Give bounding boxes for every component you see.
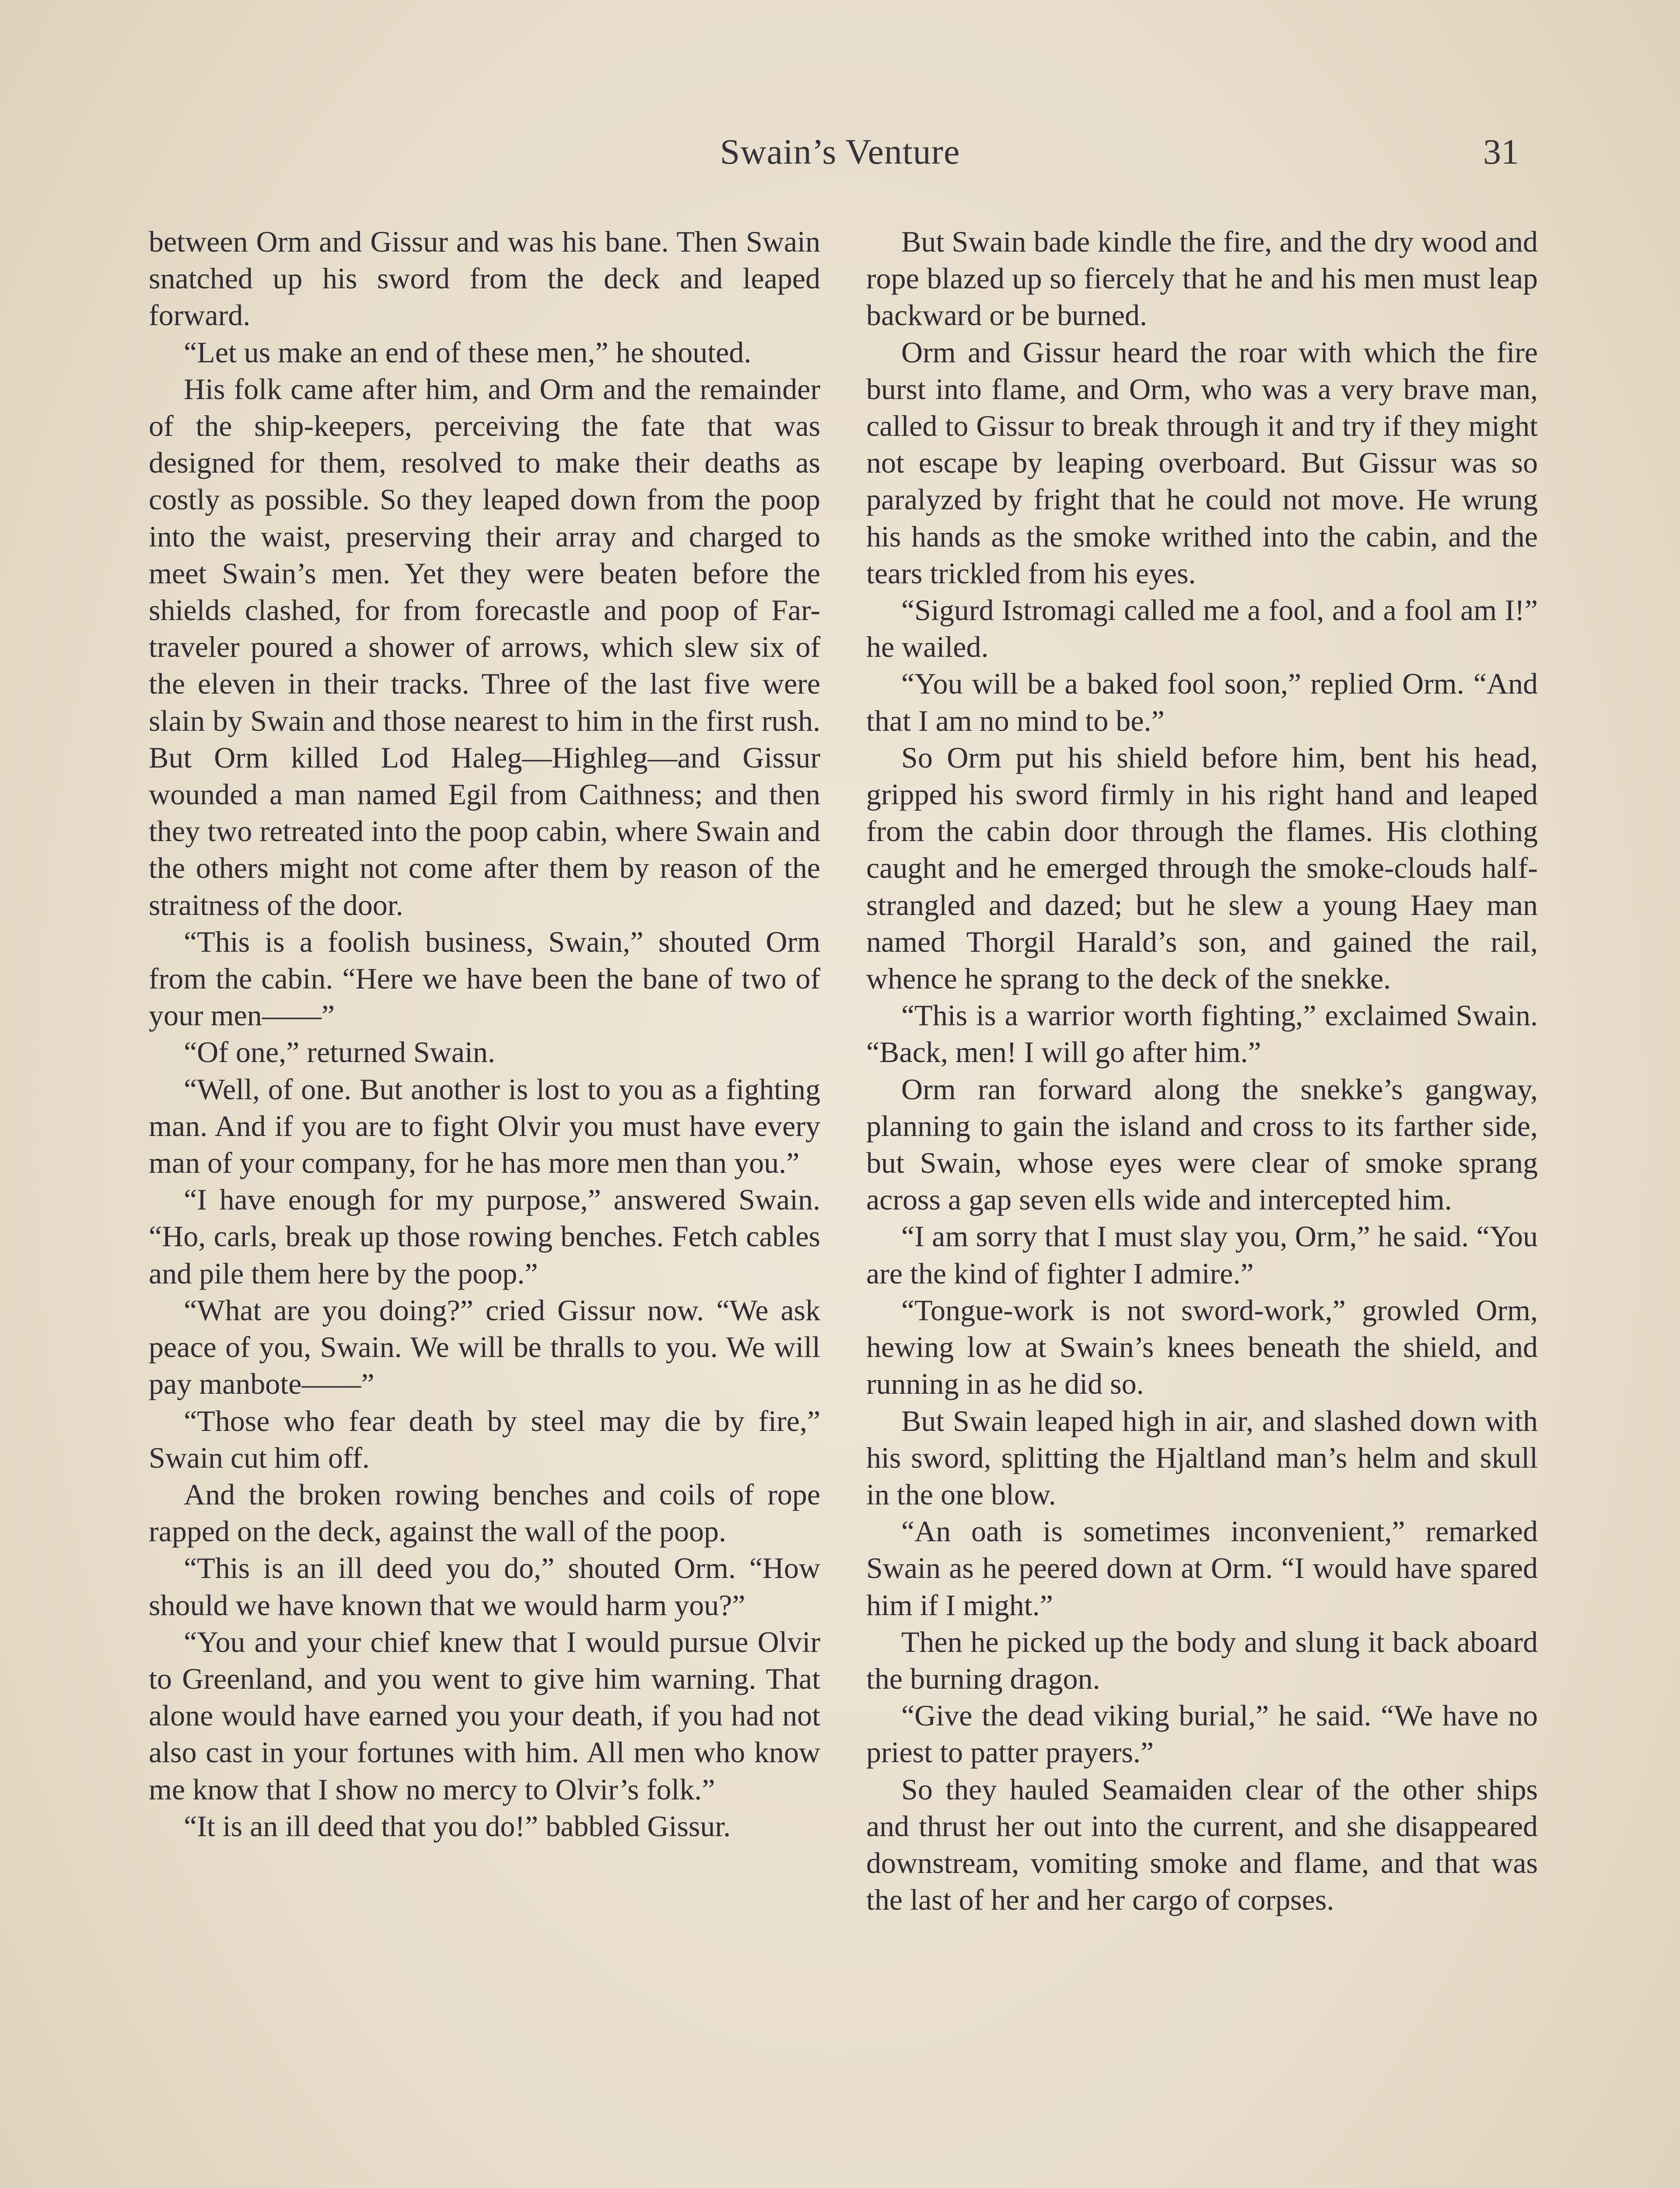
paragraph: Orm and Gissur heard the roar with which the fire burst into flame, and Orm, who was a very brave man, called to Gissur to break through it and try if they might not escape by leaping overboard. But Gissur was so paralyzed by fright that he could not move. He wrung his hands as the smoke writhed into the cabin, and the tears trickled from his eyes. [866, 335, 1538, 590]
paragraph: “I have enough for my purpose,” answered Swain. “Ho, carls, break up those rowing benches. Fetch cables and pile them here by the poop.” [149, 1183, 820, 1290]
page-number: 31 [1483, 132, 1519, 172]
paragraph: So Orm put his shield before him, bent his head, gripped his sword firmly in his right hand and leaped from the cabin door through the flames. His clothing caught and he emerged through the smoke-clouds half-strangled and dazed; but he slew a young Haey man named Thorgil Harald’s son, and gained the rail, whence he sprang to the deck of the snekke. [866, 740, 1538, 996]
paragraph: “This is a foolish business, Swain,” shouted Orm from the cabin. “Here we have been the bane of two of your men——” [149, 925, 820, 1032]
paragraph: “An oath is sometimes inconvenient,” remarked Swain as he peered down at Orm. “I would have spared him if I might.” [866, 1515, 1538, 1622]
paragraph: “You and your chief knew that I would pursue Olvir to Greenland, and you went to give him warning. That alone would have earned you your death, if you had not also cast in your fortunes with him. All men who know me know that I show no mercy to Olvir’s folk.” [149, 1625, 820, 1806]
paragraph: “You will be a baked fool soon,” replied Orm. “And that I am no mind to be.” [866, 667, 1538, 737]
right-text-column [866, 223, 1538, 1918]
paragraph: Then he picked up the body and slung it back aboard the burning dragon. [866, 1625, 1538, 1695]
paragraph: “Of one,” returned Swain. [184, 1035, 495, 1069]
paragraph: But Swain leaped high in air, and slashed down with his sword, splitting the Hjaltland man’s helm and skull in the one blow. [866, 1404, 1538, 1511]
paragraph: Orm ran forward along the snekke’s gangway, planning to gain the island and cross to its farther side, but Swain, whose eyes were clear of smoke sprang across a gap seven ells wide and intercepted him. [866, 1072, 1538, 1217]
paragraph: “It is an ill deed that you do!” babbled Gissur. [184, 1809, 731, 1843]
paragraph: “This is a warrior worth fighting,” exclaimed Swain. “Back, men! I will go after him.” [866, 999, 1538, 1069]
paragraph: “What are you doing?” cried Gissur now. “We ask peace of you, Swain. We will be thralls to you. We will pay manbote——” [149, 1293, 820, 1401]
paragraph: And the broken rowing benches and coils of rope rapped on the deck, against the wall of the poop. [149, 1477, 820, 1548]
paragraph: “I am sorry that I must slay you, Orm,” he said. “You are the kind of fighter I admire.” [866, 1220, 1538, 1290]
paragraph: “Let us make an end of these men,” he shouted. [184, 335, 752, 369]
paragraph: between Orm and Gissur and was his bane. Then Swain snatched up his sword from the deck and leaped forward. [149, 225, 820, 332]
paragraph: His folk came after him, and Orm and the remainder of the ship-keepers, perceiving the fate that was designed for them, resolved to make their deaths as costly as possible. So they leaped down from the poop into the waist, preserving their array and charged to meet Swain’s men. Yet they were beaten before the shields clashed, for from forecastle and poop of Far-traveler poured a shower of arrows, which slew six of the eleven in their tracks. Three of the last five were slain by Swain and those nearest to him in the first rush. But Orm killed Lod Haleg—Highleg—and Gissur wounded a man named Egil from Caithness; and then they two retreated into the poop cabin, where Swain and the others might not come after them by reason of the straitness of the door. [149, 372, 820, 922]
running-title: Swain’s Venture [720, 132, 960, 172]
paragraph: “Well, of one. But another is lost to you as a fighting man. And if you are to fight Olvir you must have every man of your company, for he has more men than you.” [149, 1072, 820, 1180]
paragraph: “Tongue-work is not sword-work,” growled Orm, hewing low at Swain’s knees beneath the shield, and running in as he did so. [866, 1293, 1538, 1401]
paragraph: “This is an ill deed you do,” shouted Orm. “How should we have known that we would harm you?” [149, 1551, 820, 1622]
paragraph: So they hauled Seamaiden clear of the other ships and thrust her out into the current, and she disappeared downstream, vomiting smoke and flame, and that was the last of her and her cargo of corpses. [866, 1772, 1538, 1917]
paragraph: “Those who fear death by steel may die by fire,” Swain cut him off. [149, 1404, 820, 1474]
paragraph: “Give the dead viking burial,” he said. “We have no priest to patter prayers.” [866, 1699, 1538, 1769]
paragraph: “Sigurd Istromagi called me a fool, and a fool am I!” he wailed. [866, 593, 1538, 664]
left-text-column [149, 223, 820, 1844]
paragraph: But Swain bade kindle the fire, and the dry wood and rope blazed up so fiercely that he and his men must leap backward or be burned. [866, 225, 1538, 332]
